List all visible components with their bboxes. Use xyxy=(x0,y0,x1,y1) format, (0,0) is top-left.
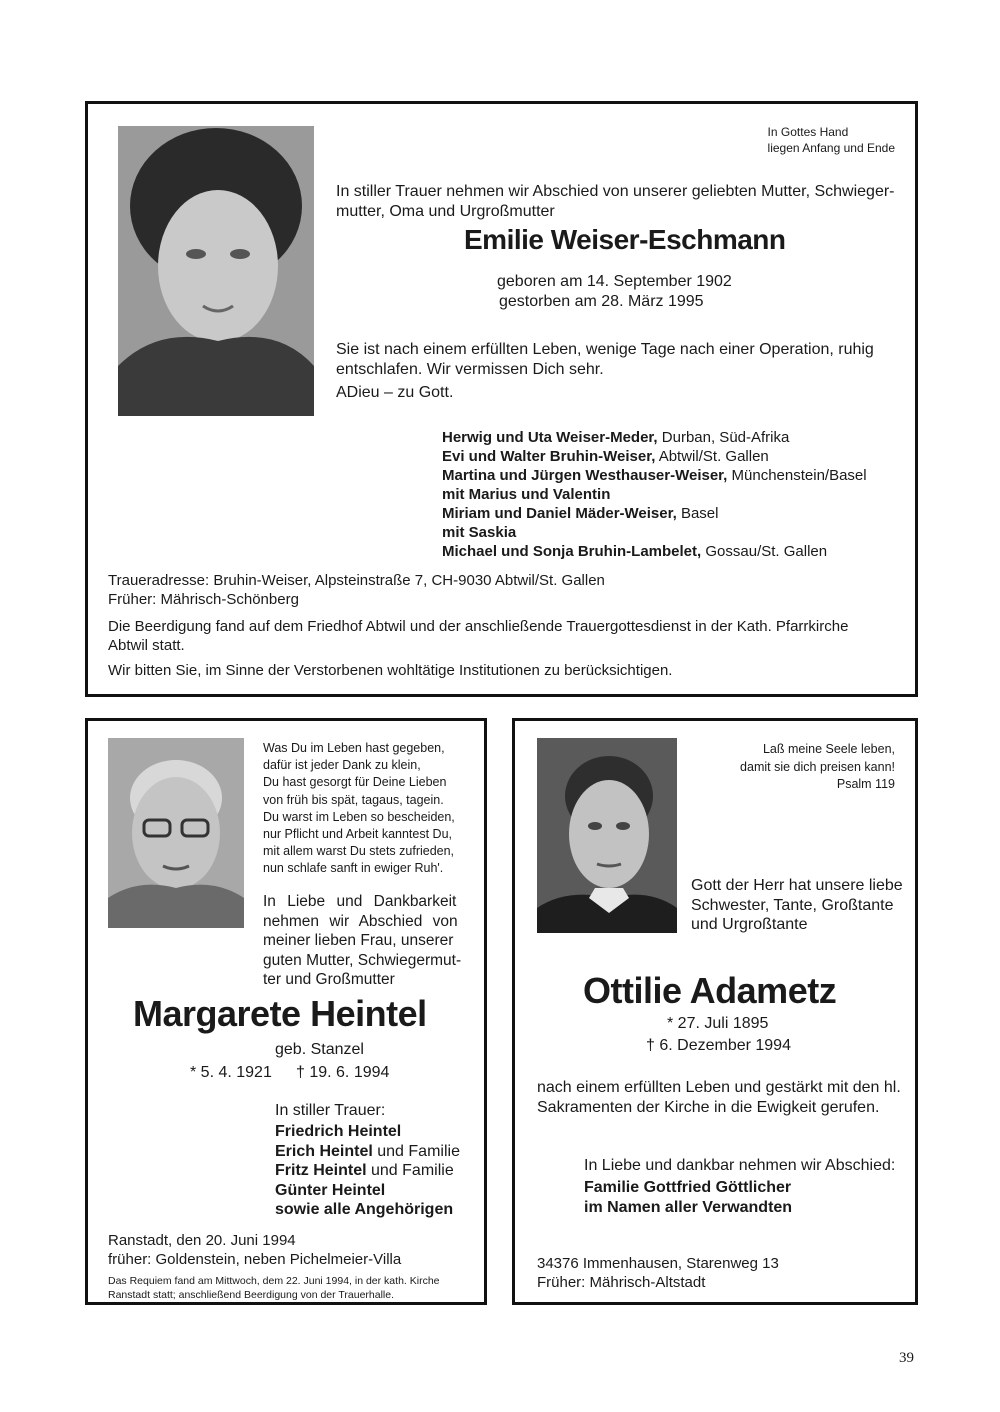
intro-text xyxy=(691,876,903,935)
former-home: früher: Goldenstein, neben Pichelmeier-Villa xyxy=(108,1251,402,1268)
mourner-names: Martina und Jürgen Westhauser-Weiser, xyxy=(442,467,728,484)
requiem-info xyxy=(108,1274,440,1302)
charity-request: Wir bitten Sie, im Sinne der Verstorbenen wohltätige Institutionen zu berücksichtigen. xyxy=(108,662,673,679)
motto-line: In Gottes Hand xyxy=(767,125,849,139)
mourner-names: Erich Heintel xyxy=(275,1142,373,1160)
requiem-line: Das Requiem fand am Mittwoch, dem 22. Juni 1994, in der kath. Kirche xyxy=(108,1275,440,1287)
intro-text xyxy=(336,182,895,222)
mourners-list xyxy=(442,428,867,561)
poem-line: nur Pflicht und Arbeit kanntest Du, xyxy=(263,827,452,842)
place-block xyxy=(108,1231,401,1269)
deceased-name: Margarete Heintel xyxy=(133,993,427,1034)
maiden-name: geb. Stanzel xyxy=(275,1041,364,1058)
funeral-line: Abtwil statt. xyxy=(108,637,185,654)
place-date: Ranstadt, den 20. Juni 1994 xyxy=(108,1232,296,1249)
mourner-line xyxy=(275,1142,460,1162)
mourner-names: sowie alle Angehörigen xyxy=(275,1201,454,1218)
intro-line: meiner lieben Frau, unserer xyxy=(263,932,454,949)
obituary-text xyxy=(537,1078,901,1117)
mourner-names: Miriam und Daniel Mäder-Weiser, xyxy=(442,505,677,522)
mourner-line xyxy=(442,428,867,447)
birth-date: * 27. Juli 1895 xyxy=(667,1015,769,1032)
intro-line: und Urgroßtante xyxy=(691,916,808,933)
mourner-rest: und Familie xyxy=(372,1142,460,1160)
mourner-line xyxy=(442,542,867,561)
intro-line: guten Mutter, Schwiegermut- xyxy=(263,951,462,969)
intro-line: ter und Großmutter xyxy=(263,971,395,988)
mourner-names: Michael und Sonja Bruhin-Lambelet, xyxy=(442,543,702,560)
intro-line: In stiller Trauer nehmen wir Abschied von unserer geliebten Mutter, Schwieger- xyxy=(336,183,895,200)
mourner-names: mit Saskia xyxy=(442,524,517,541)
obituary-line: Sakramenten der Kirche in die Ewigkeit gerufen. xyxy=(537,1098,880,1116)
mourner-place: Gossau/St. Gallen xyxy=(701,543,828,560)
obituary-text xyxy=(336,340,874,403)
poem-line: Was Du im Leben hast gegeben, xyxy=(263,741,445,755)
portrait-photo-heintel xyxy=(108,738,244,928)
mourner-line xyxy=(442,485,867,504)
obituary-line: entschlafen. Wir vermissen Dich sehr. xyxy=(336,361,604,378)
poem-line: nun schlafe sanft in ewiger Ruh'. xyxy=(263,861,444,876)
intro-text xyxy=(263,892,461,990)
verse-line: Laß meine Seele leben, xyxy=(762,742,895,756)
psalm-verse xyxy=(740,741,895,794)
notice-weiser-eschmann xyxy=(85,101,918,697)
birth-date: * 5. 4. 1921 xyxy=(190,1064,272,1081)
death-date: † 19. 6. 1994 xyxy=(296,1064,390,1081)
adieu-text: ADieu – zu Gott. xyxy=(336,384,454,401)
mourner-place: Münchenstein/Basel xyxy=(727,467,867,484)
mourner-line xyxy=(275,1161,460,1181)
mourning-address: Traueradresse: Bruhin-Weiser, Alpsteinstraße 7, CH-9030 Abtwil/St. Gallen xyxy=(108,572,605,589)
motto-line: liegen Anfang und Ende xyxy=(767,141,895,155)
motto xyxy=(768,124,895,156)
mourner-line xyxy=(275,1181,460,1201)
family-line: Familie Gottfried Göttlicher xyxy=(584,1179,792,1196)
mourner-line xyxy=(442,466,867,485)
requiem-line: Ranstadt statt; anschließend Beerdigung von der Trauerhalle. xyxy=(108,1289,395,1301)
poem-line: Du warst im Leben so bescheiden, xyxy=(263,809,455,824)
poem xyxy=(263,740,455,878)
mourner-names: Friedrich Heintel xyxy=(275,1123,402,1140)
mourner-names: Evi und Walter Bruhin-Weiser, xyxy=(442,448,656,465)
born-date: geboren am 14. September 1902 xyxy=(497,273,732,290)
funeral-info xyxy=(108,617,848,680)
intro-line: Schwester, Tante, Großtante xyxy=(691,896,894,914)
mourner-line xyxy=(275,1200,460,1220)
mourner-names: mit Marius und Valentin xyxy=(442,486,611,503)
page-number: 39 xyxy=(899,1350,914,1366)
family-signature xyxy=(584,1178,792,1218)
intro-line: mutter, Oma und Urgroßmutter xyxy=(336,203,555,220)
notice-adametz xyxy=(512,718,918,1305)
mourners-list xyxy=(275,1122,460,1220)
portrait-photo-weiser-eschmann xyxy=(118,126,314,416)
former-home: Früher: Mährisch-Altstadt xyxy=(537,1274,706,1291)
mourner-place: Abtwil/St. Gallen xyxy=(655,448,769,465)
mourner-names: Herwig und Uta Weiser-Meder, xyxy=(442,429,658,446)
address-block xyxy=(537,1254,779,1292)
mourner-place: Basel xyxy=(676,505,719,522)
death-date: † 6. Dezember 1994 xyxy=(646,1037,791,1054)
obituary-line: nach einem erfüllten Leben und gestärkt mit den hl. xyxy=(537,1079,901,1096)
former-home: Früher: Mährisch-Schönberg xyxy=(108,591,299,608)
farewell-text: In Liebe und dankbar nehmen wir Abschied: xyxy=(584,1157,896,1174)
portrait-photo-icon xyxy=(118,126,314,416)
mourner-line xyxy=(442,523,867,542)
mourner-place: Durban, Süd-Afrika xyxy=(657,429,790,446)
deceased-name: Ottilie Adametz xyxy=(583,970,837,1011)
mourner-line xyxy=(275,1122,460,1142)
mourning-label: In stiller Trauer: xyxy=(275,1102,386,1119)
poem-line: Du hast gesorgt für Deine Lieben xyxy=(263,775,447,790)
poem-line: von früh bis spät, tagaus, tagein. xyxy=(263,792,444,807)
intro-line: In Liebe und Dankbarkeit xyxy=(263,893,457,910)
death-date: gestorben am 28. März 1995 xyxy=(499,293,704,310)
portrait-photo-icon xyxy=(537,738,677,933)
notice-heintel xyxy=(85,718,487,1305)
funeral-line: Die Beerdigung fand auf dem Friedhof Abtwil und der anschließende Trauergottesdienst in der Kath. Pfarrkirche xyxy=(108,618,849,635)
life-dates xyxy=(497,272,732,312)
portrait-photo-icon xyxy=(108,738,244,928)
mourner-names: Fritz Heintel xyxy=(275,1162,367,1179)
intro-line: nehmen wir Abschied von xyxy=(263,912,458,930)
portrait-photo-adametz xyxy=(537,738,677,933)
mourner-rest: und Familie xyxy=(366,1162,454,1179)
intro-line: Gott der Herr hat unsere liebe xyxy=(691,877,903,894)
mourner-names: Günter Heintel xyxy=(275,1181,386,1199)
mourner-line xyxy=(442,447,867,466)
deceased-name: Emilie Weiser-Eschmann xyxy=(464,224,786,255)
verse-line: damit sie dich preisen kann! xyxy=(740,759,895,774)
verse-reference: Psalm 119 xyxy=(836,777,895,791)
family-line: im Namen aller Verwandten xyxy=(584,1199,793,1216)
address-line: 34376 Immenhausen, Starenweg 13 xyxy=(537,1255,779,1272)
poem-line: dafür ist jeder Dank zu klein, xyxy=(263,758,421,773)
obituary-line: Sie ist nach einem erfüllten Leben, wenige Tage nach einer Operation, ruhig xyxy=(336,341,874,358)
poem-line: mit allem warst Du stets zufrieden, xyxy=(263,844,455,859)
address-block xyxy=(108,571,605,609)
mourner-line xyxy=(442,504,867,523)
